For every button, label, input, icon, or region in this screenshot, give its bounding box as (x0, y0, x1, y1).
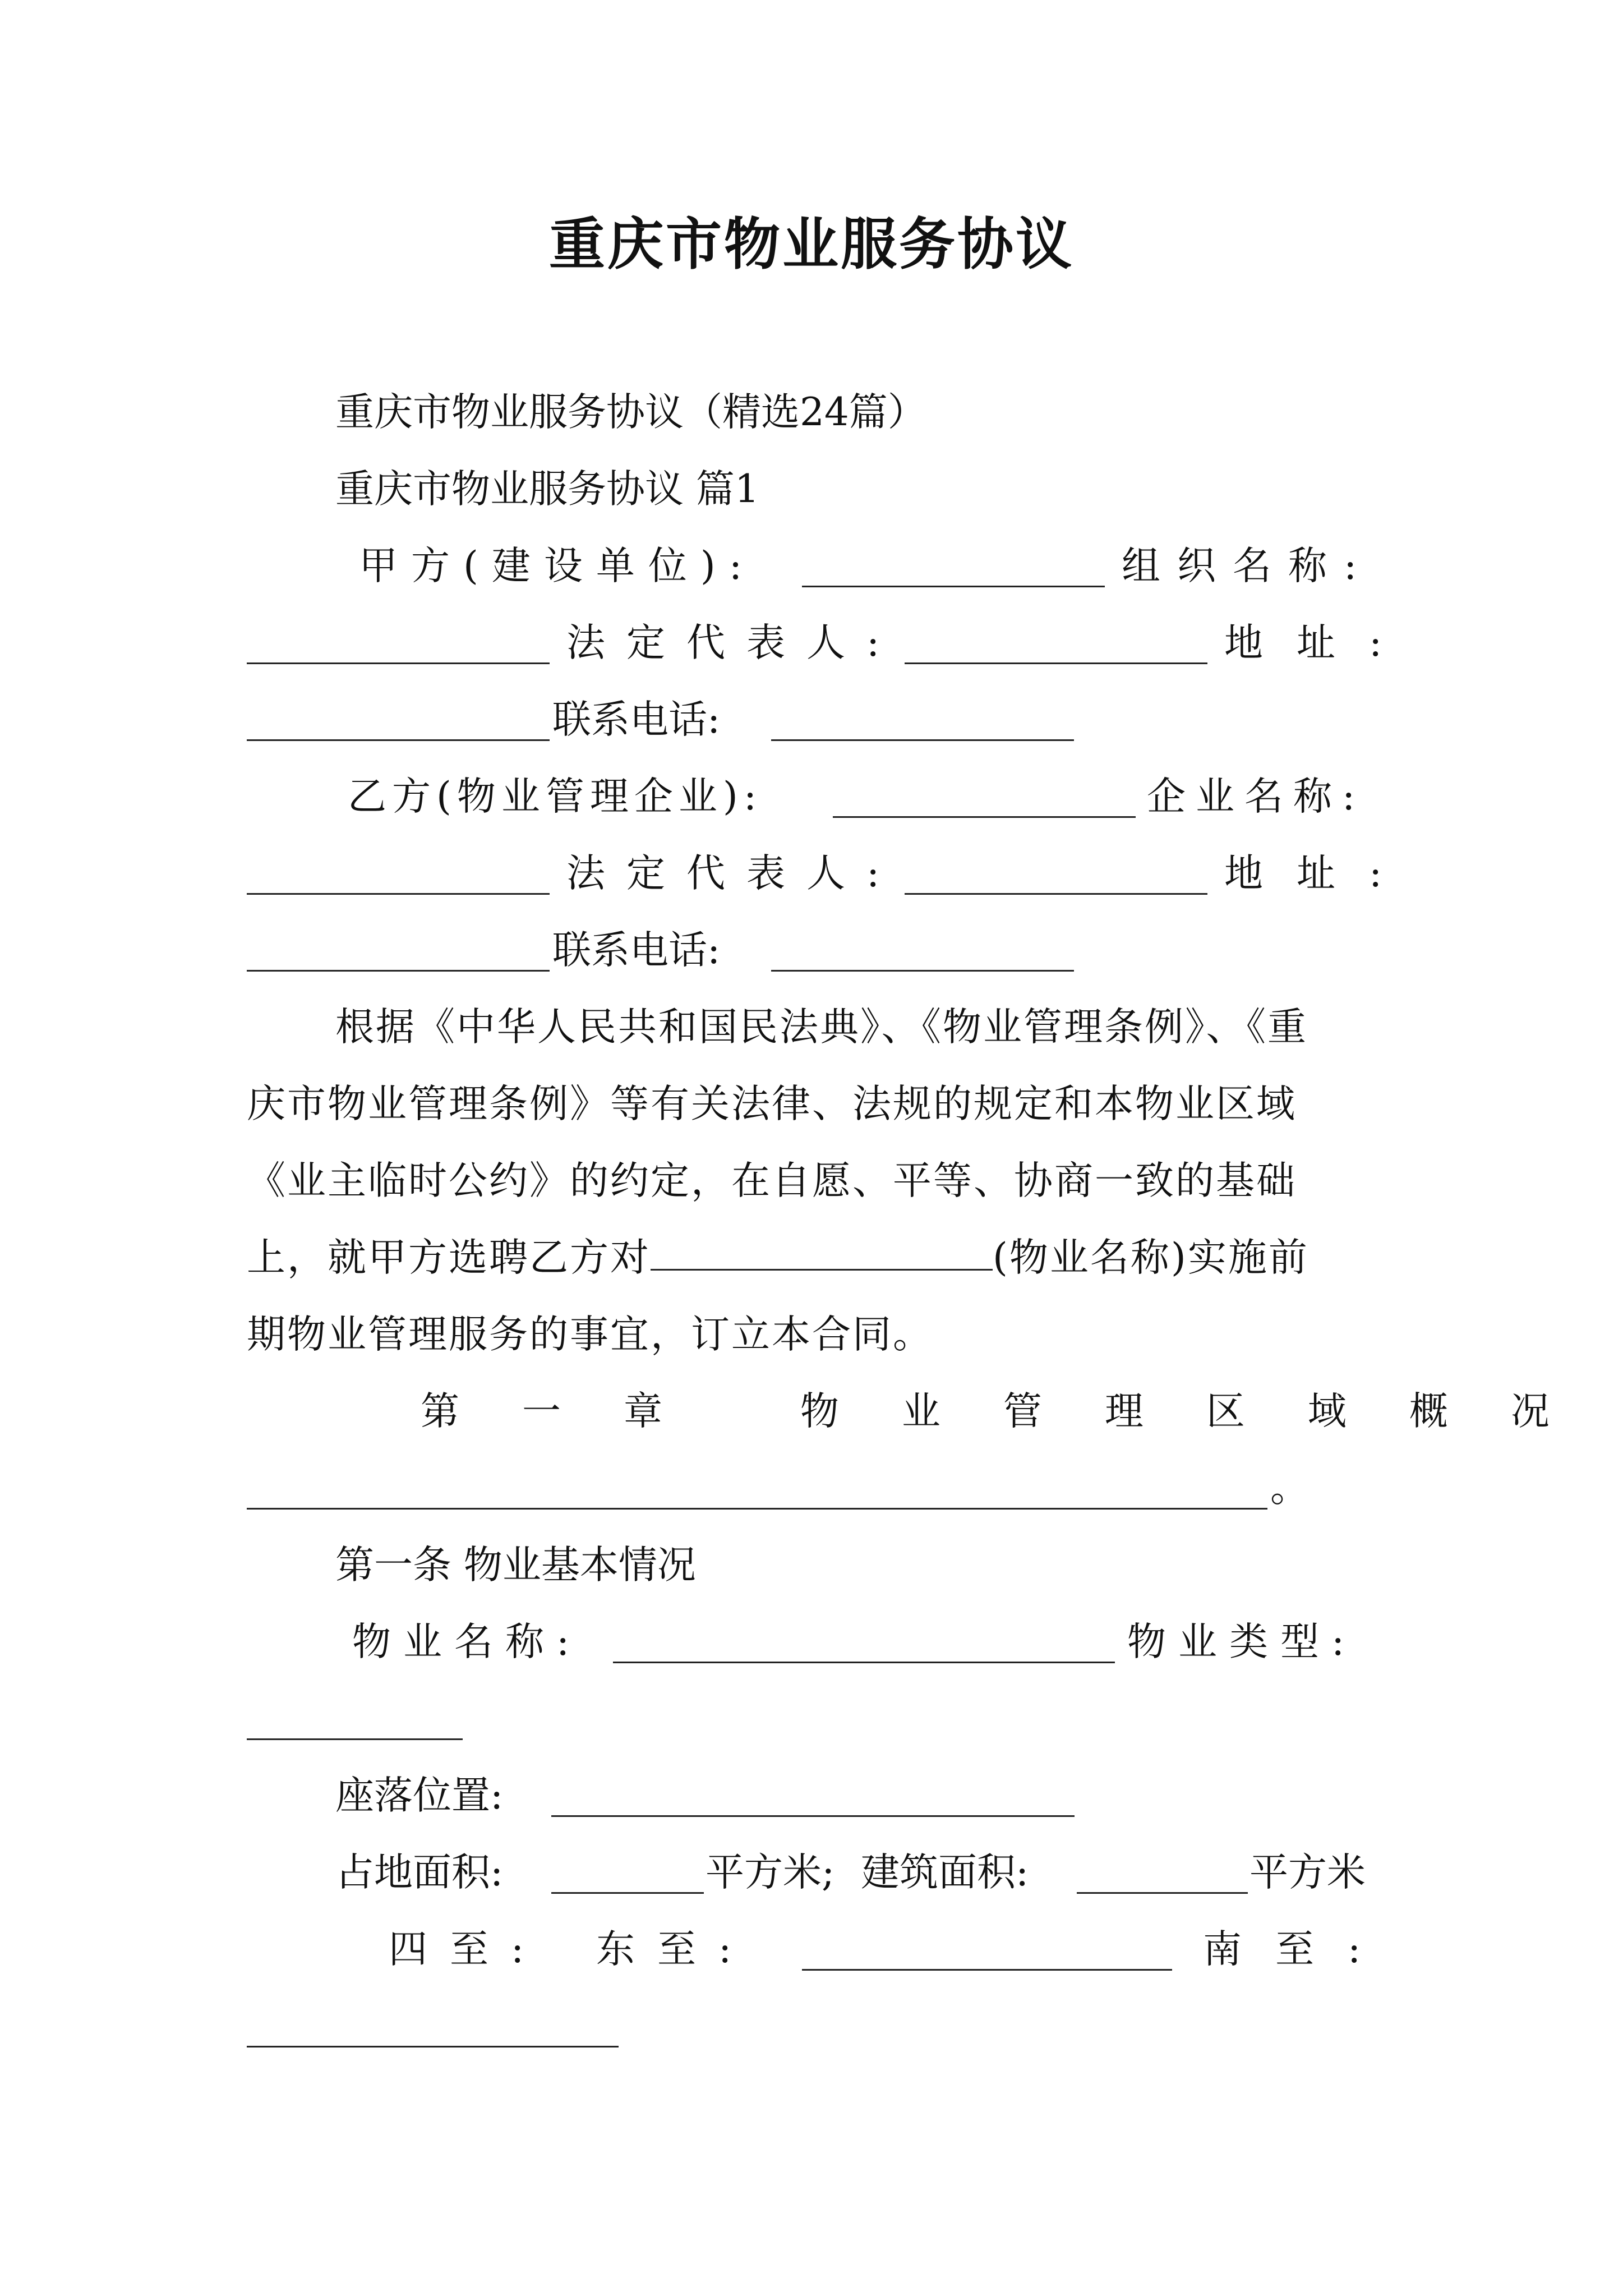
party-a-address-blank[interactable] (247, 739, 550, 741)
location-label: 座落位置: (335, 1773, 504, 1818)
party-a-legal-rep-blank[interactable] (905, 662, 1207, 664)
property-name-blank[interactable] (613, 1662, 1115, 1663)
party-b-address-blank[interactable] (247, 970, 550, 972)
party-a-label: 甲方(建设单位): (359, 544, 756, 588)
land-area-blank[interactable] (551, 1892, 704, 1894)
property-name-label: 物业名称: (352, 1619, 582, 1664)
party-b-legal-rep-blank[interactable] (905, 893, 1207, 895)
party-b-legal-rep-label: 法定代表人: (566, 851, 901, 896)
document-title: 重庆市物业服务协议 (549, 211, 1074, 277)
section-heading: 重庆市物业服务协议 篇1 (335, 467, 759, 512)
preamble-line-4 (247, 1230, 1309, 1286)
company-name-blank[interactable] (247, 893, 550, 895)
party-b-phone-label: 联系电话: (552, 928, 721, 973)
south-blank[interactable] (247, 2046, 619, 2047)
building-area-unit: 平方米 (1249, 1850, 1366, 1895)
property-name-inline-blank[interactable] (651, 1234, 993, 1271)
chapter-1-blank[interactable] (247, 1508, 1267, 1510)
boundaries-label: 四至: (389, 1927, 547, 1972)
party-a-phone-blank[interactable] (771, 739, 1074, 741)
party-b-phone-blank[interactable] (771, 970, 1074, 972)
chapter-1-end-mark: 。 (1270, 1466, 1309, 1511)
chapter-1-heading: 第一章 物业管理区域概况 (421, 1389, 1612, 1434)
preamble-line-4-before: 上，就甲方选聘乙方对 (247, 1235, 651, 1280)
land-area-unit: 平方米; (706, 1850, 835, 1895)
party-a-address-label: 地址: (1224, 620, 1416, 665)
property-type-blank[interactable] (247, 1738, 463, 1740)
land-area-label: 占地面积: (335, 1850, 504, 1895)
org-name-label: 组织名称: (1122, 544, 1374, 588)
east-blank[interactable] (802, 1969, 1172, 1971)
article-1-heading: 第一条 物业基本情况 (335, 1543, 696, 1588)
party-b-label: 乙方(物业管理企业): (348, 774, 763, 819)
south-label: 南至: (1203, 1927, 1395, 1972)
location-blank[interactable] (551, 1815, 1075, 1817)
party-a-phone-label: 联系电话: (552, 697, 721, 742)
party-b-blank[interactable] (833, 816, 1136, 818)
preamble-line-1: 根据《中华人民共和国民法典》、《物业管理条例》、《重 (335, 1005, 1308, 1050)
preamble-line-2: 庆市物业管理条例》等有关法律、法规的规定和本物业区域 (247, 1082, 1297, 1126)
party-a-blank[interactable] (802, 586, 1105, 587)
property-type-label: 物业类型: (1127, 1619, 1357, 1664)
building-area-blank[interactable] (1077, 1892, 1248, 1894)
org-name-blank[interactable] (247, 662, 550, 664)
party-a-legal-rep-label: 法定代表人: (566, 620, 901, 665)
preamble-line-5: 期物业管理服务的事宜，订立本合同。 (247, 1312, 933, 1357)
preamble-line-3: 《业主临时公约》的约定，在自愿、平等、协商一致的基础 (247, 1158, 1297, 1203)
party-b-address-label: 地址: (1224, 851, 1416, 896)
east-label: 东至: (596, 1927, 754, 1972)
company-name-label: 企业名称: (1147, 774, 1366, 819)
building-area-label: 建筑面积: (861, 1850, 1029, 1895)
subtitle: 重庆市物业服务协议（精选24篇） (335, 390, 926, 435)
preamble-line-4-after: (物业名称)实施前 (993, 1235, 1309, 1280)
